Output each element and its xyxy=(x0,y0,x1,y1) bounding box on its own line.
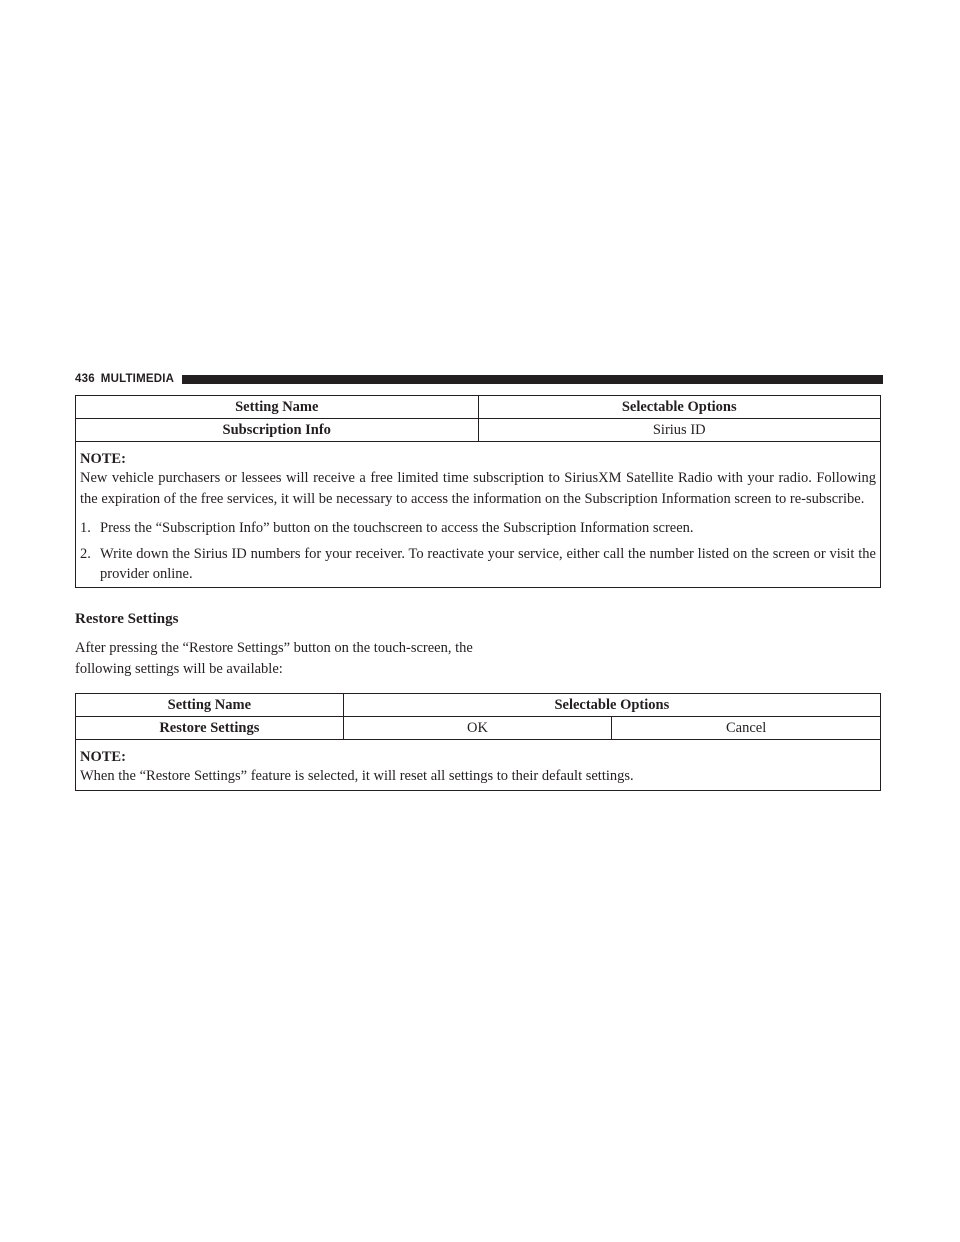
steps-list xyxy=(80,518,876,584)
note-text: New vehicle purchasers or lessees will receive a free limited time subscription to SiriusXM Satellite Radio with your radio. Following the expiration of the free services, it will be necessary to access the information on the Subscription Information screen to re-subscribe. xyxy=(80,470,876,507)
table-row xyxy=(76,419,881,442)
list-item xyxy=(80,544,876,584)
header-rule xyxy=(182,375,883,384)
note-label: NOTE: xyxy=(80,451,126,467)
list-item xyxy=(80,518,876,538)
header-selectable-options: Selectable Options xyxy=(478,396,881,419)
note-text: When the “Restore Settings” feature is selected, it will reset all settings to their default settings. xyxy=(80,768,634,784)
page-number: 436 xyxy=(75,373,95,385)
option-cancel-cell: Cancel xyxy=(612,717,881,740)
subscription-settings-table xyxy=(75,395,881,588)
page-header xyxy=(75,372,883,386)
note-label: NOTE: xyxy=(80,749,126,765)
header-setting-name: Setting Name xyxy=(76,396,479,419)
restore-settings-table xyxy=(75,693,881,791)
section-heading: Restore Settings xyxy=(75,611,179,627)
setting-name-cell: Subscription Info xyxy=(76,419,479,442)
note-cell xyxy=(76,442,881,588)
note-cell xyxy=(76,740,881,791)
step-number: 1. xyxy=(80,520,91,536)
option-cell: Sirius ID xyxy=(478,419,881,442)
setting-name-cell: Restore Settings xyxy=(76,717,344,740)
table-row xyxy=(76,717,881,740)
note-row xyxy=(76,442,881,588)
step-text: Press the “Subscription Info” button on the touchscreen to access the Subscription Information screen. xyxy=(100,520,694,536)
option-ok-cell: OK xyxy=(343,717,612,740)
header-setting-name: Setting Name xyxy=(76,694,344,717)
header-selectable-options: Selectable Options xyxy=(343,694,880,717)
body-paragraph: After pressing the “Restore Settings” button on the touch-screen, the following settings will be available: xyxy=(75,640,473,677)
table-header-row xyxy=(76,694,881,717)
note-row xyxy=(76,740,881,791)
step-text: Write down the Sirius ID numbers for your receiver. To reactivate your service, either call the number listed on the screen or visit the provider online. xyxy=(100,546,876,582)
table-header-row xyxy=(76,396,881,419)
step-number: 2. xyxy=(80,546,91,562)
section-title: MULTIMEDIA xyxy=(100,373,175,385)
